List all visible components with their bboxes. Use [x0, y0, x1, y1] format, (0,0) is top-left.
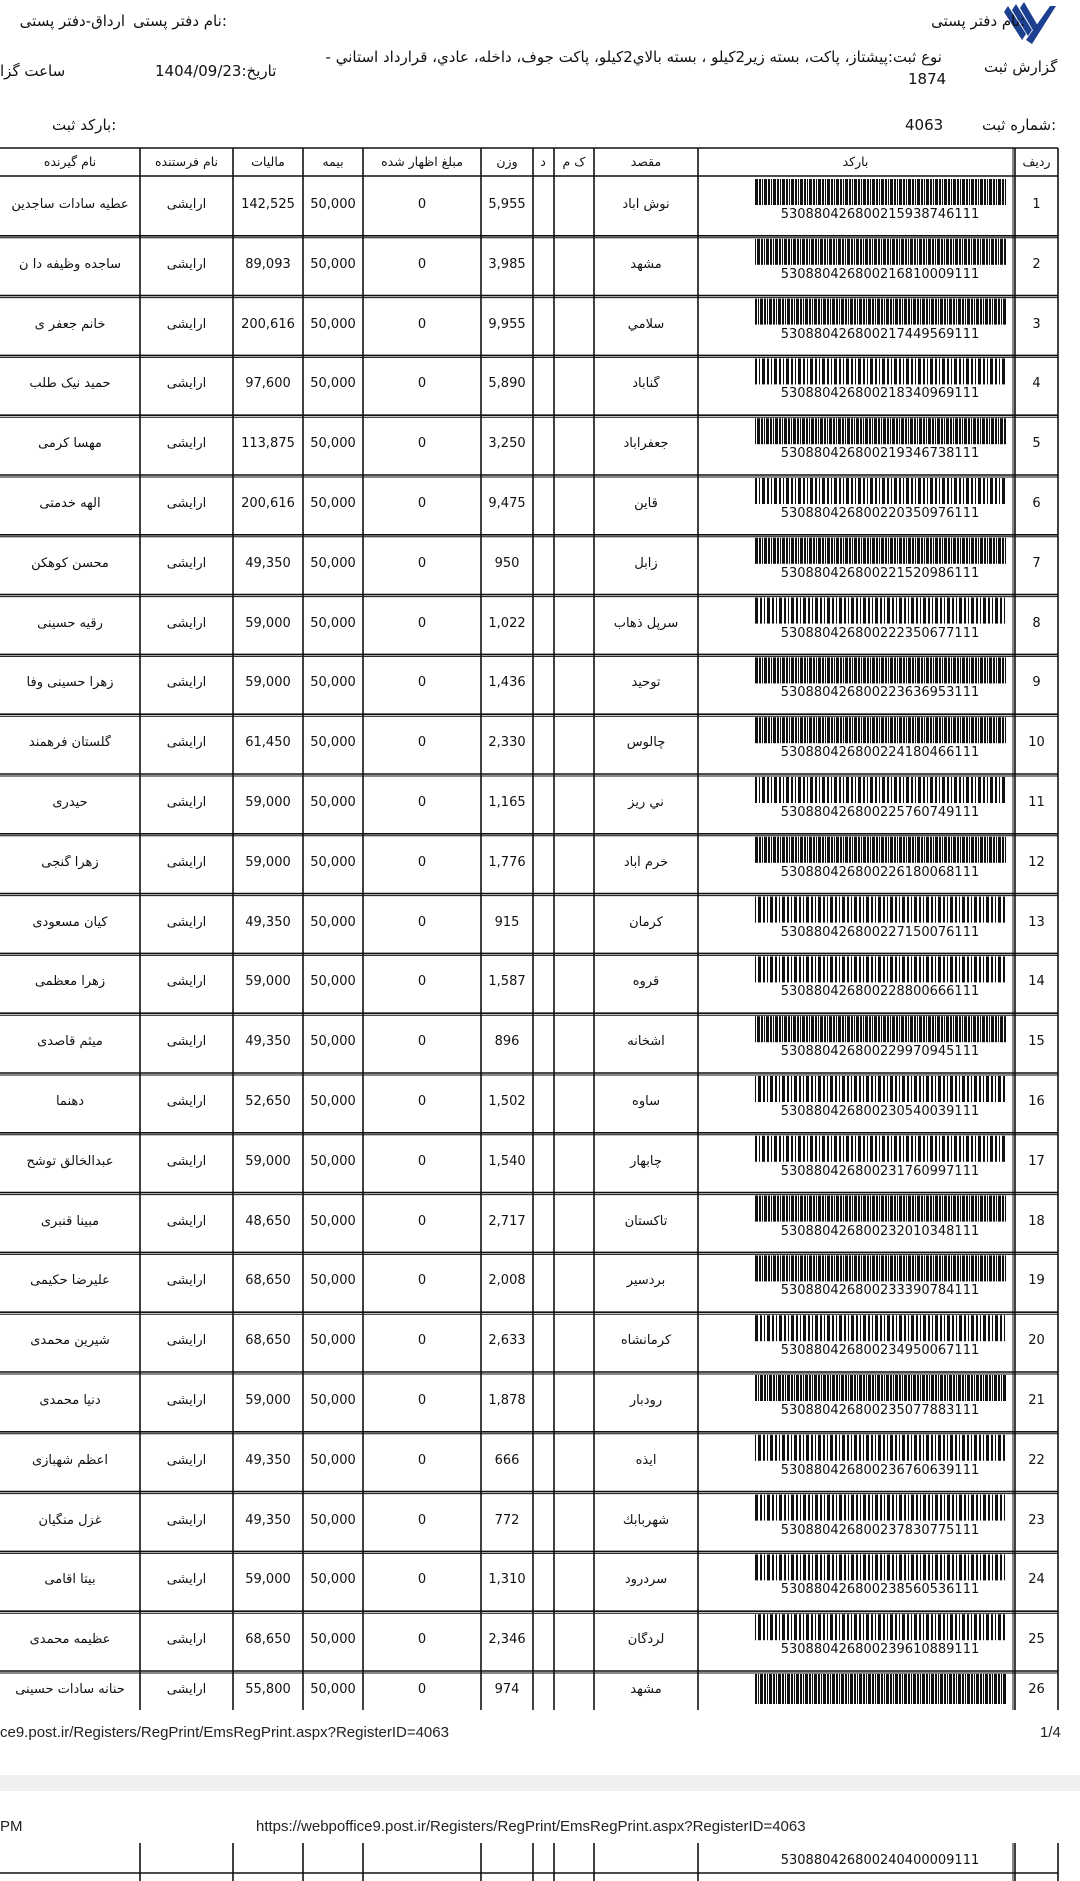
receiver-name: مهسا کرمی [38, 436, 102, 452]
receiver-name: شیرین محمدی [30, 1333, 110, 1349]
weight: 1,165 [488, 795, 526, 810]
sender-name: ارایشی [166, 1153, 207, 1169]
row-number: 6 [1032, 496, 1041, 511]
register-number-label: شماره ثبت: [982, 116, 1057, 134]
register-type-line2: 1874 [908, 70, 947, 88]
declared-value: 0 [417, 316, 427, 332]
receiver-name: الهه خدمتی [39, 496, 101, 511]
tax: 59,000 [245, 1153, 291, 1169]
col-header-barcode: بارکد [842, 154, 869, 169]
sender-name: ارایشی [166, 1682, 207, 1697]
barcode-number: 530880426800237830775111 [780, 1522, 980, 1538]
barcode-number: 530880426800228800666111 [780, 984, 980, 1000]
declared-value: 0 [417, 256, 427, 272]
weight: 1,776 [488, 854, 526, 870]
barcode-number: 530880426800224180466111 [780, 745, 980, 761]
barcode-bars [755, 1076, 1005, 1102]
sender-name: ارایشی [166, 256, 207, 272]
insurance: 50,000 [310, 735, 356, 751]
weight: 1,878 [488, 1393, 526, 1408]
tax: 59,000 [245, 974, 291, 990]
tax: 49,350 [245, 555, 291, 571]
insurance: 50,000 [310, 1153, 356, 1169]
barcode-number: 530880426800239610889111 [780, 1642, 980, 1658]
weight: 1,310 [488, 1572, 526, 1588]
tax: 113,875 [241, 436, 295, 452]
barcode-number: 530880426800218340969111 [780, 386, 980, 402]
row-number: 10 [1028, 735, 1045, 751]
insurance: 50,000 [310, 256, 356, 272]
receiver-name: ساجده وظیفه دا ن [19, 256, 121, 272]
sender-name: ارایشی [166, 1572, 207, 1588]
tax: 49,350 [245, 1034, 291, 1050]
declared-value: 0 [417, 1034, 427, 1050]
destination: قاين [634, 496, 658, 511]
insurance: 50,000 [310, 795, 356, 810]
receiver-name: عطیه سادات ساجدین [11, 197, 129, 212]
insurance: 50,000 [310, 316, 356, 332]
barcode-bars [755, 478, 1005, 504]
destination: چابهار [630, 1153, 662, 1169]
receiver-name: زهرا حسینی وفا [26, 675, 114, 691]
barcode-bars [755, 657, 1006, 683]
receiver-name: کیان مسعودی [32, 914, 108, 930]
destination: ايذه [635, 1452, 657, 1468]
report-date: تاریخ:1404/09/23 [155, 62, 277, 80]
weight: 9,475 [488, 496, 526, 511]
row-number: 8 [1032, 615, 1041, 631]
insurance: 50,000 [310, 675, 356, 691]
col-header-insurance: بیمه [322, 154, 344, 169]
declared-value: 0 [417, 735, 427, 751]
destination: شهربابك [622, 1512, 670, 1528]
receiver-name: رقیه حسینی [37, 615, 103, 631]
destination: چالوس [626, 735, 666, 751]
declared-value: 0 [417, 1572, 427, 1588]
barcode-number: 530880426800230540039111 [780, 1104, 980, 1119]
tax: 89,093 [245, 256, 291, 272]
barcode-bars [755, 897, 1005, 923]
barcode-number: 530880426800238560536111 [780, 1582, 980, 1598]
barcode-number: 530880426800227150076111 [780, 924, 980, 940]
destination: سرپل ذهاب [613, 615, 679, 631]
barcode-bars [755, 1016, 1006, 1042]
destination: مشهد [630, 1682, 662, 1697]
sender-name: ارایشی [166, 376, 207, 392]
declared-value: 0 [417, 1094, 427, 1109]
destination: آشخانه [627, 1034, 665, 1050]
weight: 5,955 [488, 197, 526, 212]
barcode-number: 530880426800226180068111 [780, 864, 980, 880]
col-header-destination: مقصد [630, 154, 662, 169]
row-number: 19 [1028, 1273, 1045, 1289]
office-name-label: نام دفتر پستی: [931, 12, 1025, 30]
tax: 59,000 [245, 795, 291, 810]
receiver-name: اعظم شهبازی [31, 1452, 109, 1468]
weight: 950 [494, 555, 520, 571]
row-number: 5 [1032, 436, 1041, 452]
register-barcode-label: بارکد ثبت: [52, 116, 117, 134]
destination: كرمانشاه [620, 1333, 672, 1349]
insurance: 50,000 [310, 854, 356, 870]
weight: 1,540 [488, 1153, 526, 1169]
receiver-name: بیتا اقامی [44, 1572, 96, 1588]
declared-value: 0 [417, 795, 427, 810]
page-break [0, 1775, 1080, 1791]
tax: 68,650 [245, 1333, 291, 1349]
sender-name: ارایشی [166, 1094, 207, 1109]
row-number: 21 [1028, 1393, 1045, 1408]
page2-barcode-number: 530880426800240400009111 [780, 1853, 980, 1868]
col-header-row: ردیف [1022, 154, 1051, 169]
barcode-number: 530880426800232010348111 [780, 1223, 980, 1239]
sender-name: ارایشی [166, 914, 207, 930]
tax: 142,525 [241, 197, 295, 212]
receiver-name: خانم جعفر ی [34, 316, 106, 332]
sender-name: ارایشی [166, 1273, 207, 1289]
declared-value: 0 [417, 675, 427, 691]
col-header-tax: مالیات [251, 154, 285, 169]
declared-value: 0 [417, 1393, 427, 1408]
insurance: 50,000 [310, 974, 356, 990]
barcode-number: 530880426800229970945111 [780, 1044, 980, 1060]
tax: 200,616 [241, 496, 295, 511]
sender-name: ارایشی [166, 1452, 207, 1468]
sender-name: ارایشی [166, 197, 207, 212]
receiver-name: علیرضا حکیمی [30, 1273, 110, 1289]
barcode-bars [755, 777, 1005, 803]
sender-name: ارایشی [166, 1034, 207, 1050]
row-number: 4 [1032, 376, 1041, 392]
footer-page-indicator: 1/4 [1040, 1724, 1061, 1741]
weight: 2,008 [488, 1273, 526, 1289]
weight: 772 [494, 1512, 520, 1528]
insurance: 50,000 [310, 1213, 356, 1229]
sender-name: ارایشی [166, 555, 207, 571]
tax: 52,650 [245, 1094, 291, 1109]
col-header-receiver: نام گیرنده [43, 154, 97, 169]
tax: 59,000 [245, 854, 291, 870]
receiver-name: دنیا محمدی [39, 1393, 101, 1408]
col-header-sender: نام فرستنده [154, 154, 218, 169]
barcode-number: 530880426800219346738111 [780, 446, 980, 462]
barcode-bars [755, 1614, 1005, 1640]
declared-value: 0 [417, 1153, 427, 1169]
sender-name: ارایشی [166, 1393, 207, 1408]
barcode-number: 530880426800216810009111 [780, 266, 980, 282]
insurance: 50,000 [310, 1452, 356, 1468]
barcode-bars [755, 1554, 1005, 1580]
insurance: 50,000 [310, 496, 356, 511]
sender-name: ارایشی [166, 854, 207, 870]
tax: 49,350 [245, 1512, 291, 1528]
destination: جعفراباد [623, 436, 669, 452]
tax: 49,350 [245, 914, 291, 930]
insurance: 50,000 [310, 1632, 356, 1648]
barcode-number: 530880426800217449569111 [780, 326, 980, 342]
declared-value: 0 [417, 1213, 427, 1229]
insurance: 50,000 [310, 1572, 356, 1588]
tax: 59,000 [245, 615, 291, 631]
destination: نوش آباد [622, 197, 670, 212]
weight: 3,985 [488, 256, 526, 272]
insurance: 50,000 [310, 914, 356, 930]
row-number: 1 [1032, 197, 1041, 212]
row-number: 14 [1028, 974, 1045, 990]
row-number: 3 [1032, 316, 1041, 332]
barcode-number: 530880426800225760749111 [780, 805, 980, 820]
sender-name: ارایشی [166, 974, 207, 990]
tax: 59,000 [245, 675, 291, 691]
row-number: 7 [1032, 555, 1041, 571]
register-type: نوع ثبت:پيشتاز، پاكت، بسته زير2كيلو ، بسته بالاي2كيلو، پاكت جوف، داخله، عادي، قرارداد استاني - [325, 48, 942, 66]
receiver-name: عظیمه محمدی [29, 1632, 111, 1648]
barcode-bars [755, 239, 1006, 265]
destination: كرمان [629, 914, 663, 930]
sender-name: ارایشی [166, 1632, 207, 1648]
barcode-bars [755, 299, 1006, 325]
tax: 68,650 [245, 1273, 291, 1289]
receiver-name: حمید نیک طلب [29, 376, 111, 392]
page2-url: https://webpoffice9.post.ir/Registers/RegPrint/EmsRegPrint.aspx?RegisterID=4063 [256, 1818, 806, 1835]
weight: 5,890 [488, 376, 526, 392]
weight: 915 [494, 914, 520, 930]
insurance: 50,000 [310, 436, 356, 452]
destination: مشهد [630, 256, 662, 272]
col-header-declared: مبلغ اظهار شده [381, 154, 463, 169]
barcode-bars [755, 956, 1005, 982]
barcode-bars [755, 1136, 1005, 1162]
barcode-number: 530880426800233390784111 [780, 1283, 980, 1299]
destination: لردگان [627, 1632, 665, 1648]
col-header-weight: وزن [496, 154, 518, 169]
barcode-bars [755, 598, 1005, 624]
receiver-name: زهرا معظمی [34, 974, 106, 990]
office-name-label-text: نام دفتر پستی: [133, 12, 227, 30]
declared-value: 0 [417, 197, 427, 212]
destination: تاكستان [624, 1213, 668, 1229]
insurance: 50,000 [310, 615, 356, 631]
sender-name: ارایشی [166, 795, 207, 810]
row-number: 24 [1028, 1572, 1045, 1588]
barcode-bars [755, 1255, 1006, 1281]
receiver-name: حنانه سادات حسینی [15, 1682, 125, 1697]
tax: 48,650 [245, 1213, 291, 1229]
barcode-number: 530880426800231760997111 [780, 1163, 980, 1179]
barcode-bars [755, 179, 1006, 205]
insurance: 50,000 [310, 1273, 356, 1289]
barcode-bars [755, 717, 1006, 743]
declared-value: 0 [417, 1512, 427, 1528]
sender-name: ارایشی [166, 615, 207, 631]
barcode-bars [755, 538, 1006, 564]
tax: 61,450 [245, 735, 291, 751]
sender-name: ارایشی [166, 1512, 207, 1528]
insurance: 50,000 [310, 1333, 356, 1349]
weight: 2,633 [488, 1333, 526, 1349]
barcode-bars [755, 1315, 1005, 1341]
barcode-number: 530880426800235077883111 [780, 1403, 980, 1418]
receiver-name: غزل منگیان [38, 1512, 102, 1528]
tax: 59,000 [245, 1572, 291, 1588]
receiver-name: عبدالخالق توشح [26, 1153, 114, 1169]
tax: 49,350 [245, 1452, 291, 1468]
barcode-bars [755, 1196, 1006, 1222]
insurance: 50,000 [310, 1393, 356, 1408]
sender-name: ارایشی [166, 1333, 207, 1349]
report-title: گزارش ثبت [984, 58, 1058, 76]
destination: توحيد [631, 675, 661, 691]
sender-name: ارایشی [166, 496, 207, 511]
weight: 666 [494, 1452, 520, 1468]
declared-value: 0 [417, 974, 427, 990]
destination: سلامي [627, 316, 665, 332]
declared-value: 0 [417, 1632, 427, 1648]
declared-value: 0 [417, 1682, 427, 1697]
destination: خرم آباد [623, 854, 669, 870]
receiver-name: زهرا گنجی [41, 854, 99, 870]
declared-value: 0 [417, 615, 427, 631]
barcode-bars [755, 358, 1005, 384]
weight: 2,717 [488, 1213, 526, 1229]
row-number: 22 [1028, 1452, 1045, 1468]
destination: زابل [634, 555, 658, 571]
page2-time-partial: PM [0, 1818, 23, 1835]
row-number: 26 [1028, 1682, 1045, 1697]
row-number: 25 [1028, 1632, 1045, 1648]
declared-value: 0 [417, 376, 427, 392]
receiver-name: گلستان فرهمند [28, 735, 112, 751]
destination: ني ريز [628, 795, 664, 810]
tax: 59,000 [245, 1393, 291, 1408]
row-number: 11 [1028, 795, 1045, 810]
barcode-bars [755, 418, 1006, 444]
row-number: 9 [1032, 675, 1041, 691]
destination: گناباد [632, 376, 660, 392]
receiver-name: میثم قاصدی [37, 1034, 103, 1050]
row-number: 18 [1028, 1213, 1045, 1229]
row-number: 15 [1028, 1034, 1045, 1050]
tax: 68,650 [245, 1632, 291, 1648]
sender-name: ارایشی [166, 316, 207, 332]
weight: 896 [494, 1034, 520, 1050]
destination: رودبار [629, 1393, 663, 1408]
declared-value: 0 [417, 1333, 427, 1349]
insurance: 50,000 [310, 197, 356, 212]
insurance: 50,000 [310, 1512, 356, 1528]
destination: قروه [632, 974, 660, 990]
destination: سردرود [624, 1572, 668, 1588]
declared-value: 0 [417, 1452, 427, 1468]
barcode-bars [755, 1674, 1006, 1704]
insurance: 50,000 [310, 376, 356, 392]
barcode-number: 530880426800234950067111 [780, 1343, 980, 1359]
declared-value: 0 [417, 496, 427, 511]
tax: 55,800 [245, 1682, 291, 1697]
receiver-name: مبینا قنبری [40, 1213, 100, 1229]
weight: 3,250 [488, 436, 526, 452]
office-name-value: ارداق-دفتر پستی [19, 12, 125, 30]
weight: 1,587 [488, 974, 526, 990]
barcode-number: 530880426800222350677111 [780, 625, 980, 641]
col-header-d: د [540, 154, 546, 169]
row-number: 16 [1028, 1094, 1045, 1109]
declared-value: 0 [417, 854, 427, 870]
row-number: 17 [1028, 1153, 1045, 1169]
barcode-number: 530880426800220350976111 [780, 506, 980, 521]
weight: 1,022 [488, 615, 526, 631]
row-number: 20 [1028, 1333, 1045, 1349]
sender-name: ارایشی [166, 436, 207, 452]
row-number: 13 [1028, 914, 1045, 930]
receiver-name: محسن کوهکن [31, 555, 109, 571]
destination: ساوه [632, 1094, 660, 1109]
weight: 1,502 [488, 1094, 526, 1109]
barcode-number: 530880426800215938746111 [780, 207, 980, 222]
barcode-bars [755, 837, 1006, 863]
sender-name: ارایشی [166, 675, 207, 691]
sender-name: ارایشی [166, 1213, 207, 1229]
declared-value: 0 [417, 914, 427, 930]
row-number: 23 [1028, 1512, 1045, 1528]
weight: 2,346 [488, 1632, 526, 1648]
declared-value: 0 [417, 1273, 427, 1289]
weight: 2,330 [488, 735, 526, 751]
report-time-label: ساعت گزا [0, 62, 66, 80]
insurance: 50,000 [310, 555, 356, 571]
destination: بردسير [626, 1273, 666, 1289]
tax: 97,600 [245, 376, 291, 392]
col-header-km: ک م [562, 154, 586, 169]
barcode-number: 530880426800221520986111 [780, 565, 980, 581]
barcode-number: 530880426800223636953111 [780, 685, 980, 701]
insurance: 50,000 [310, 1682, 356, 1697]
barcode-number: 530880426800236760639111 [780, 1462, 980, 1478]
declared-value: 0 [417, 555, 427, 571]
weight: 1,436 [488, 675, 526, 691]
row-number: 2 [1032, 256, 1041, 272]
footer-url-partial: ce9.post.ir/Registers/RegPrint/EmsRegPrint.aspx?RegisterID=4063 [0, 1724, 449, 1741]
weight: 974 [494, 1682, 520, 1697]
tax: 200,616 [241, 316, 295, 332]
register-number-value: 4063 [905, 116, 944, 134]
barcode-bars [755, 1435, 1005, 1461]
declared-value: 0 [417, 436, 427, 452]
sender-name: ارایشی [166, 735, 207, 751]
weight: 9,955 [488, 316, 526, 332]
insurance: 50,000 [310, 1094, 356, 1109]
receiver-name: حیدری [52, 795, 88, 810]
barcode-bars [755, 1375, 1006, 1401]
insurance: 50,000 [310, 1034, 356, 1050]
barcode-bars [755, 1495, 1005, 1521]
row-number: 12 [1028, 854, 1045, 870]
receiver-name: دهنما [55, 1094, 85, 1109]
